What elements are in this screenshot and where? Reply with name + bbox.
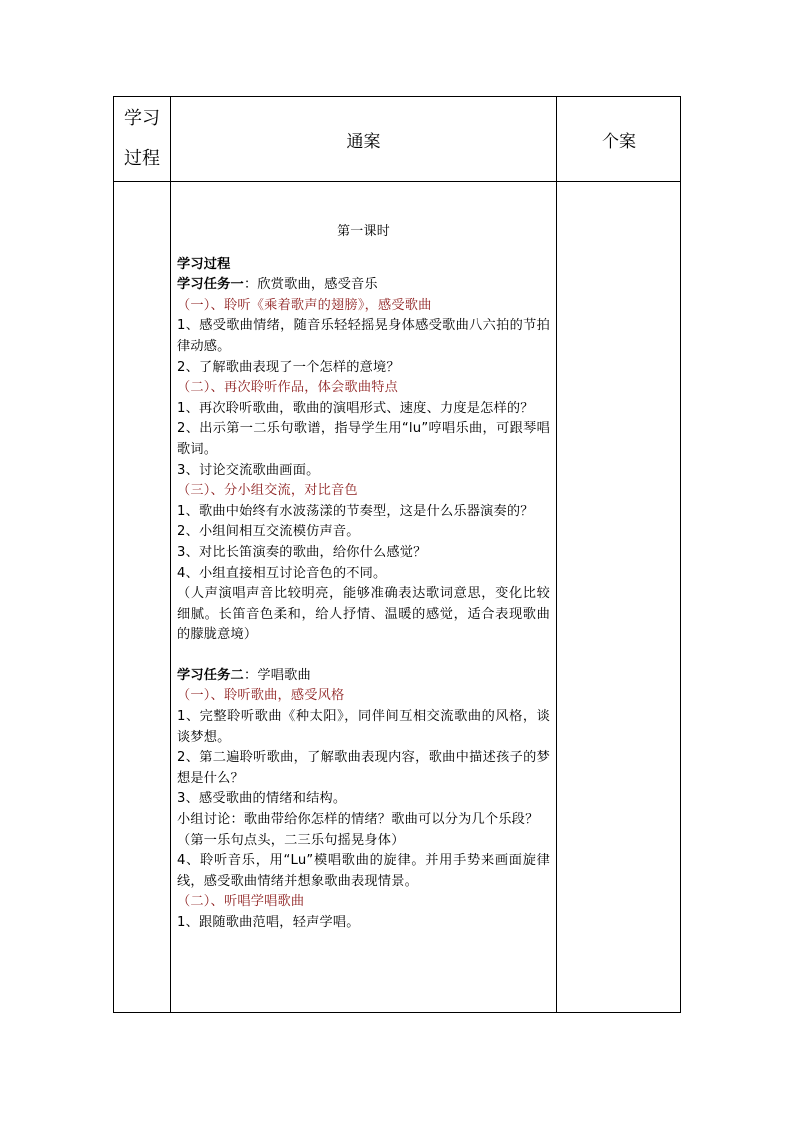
list-item: 4、聆听音乐，用“Lu”模唱歌曲的旋律。并用手势来画面旋律线，感受歌曲情绪并想象歌曲表现情景。 [177,853,550,889]
list-item: （第一乐句点头，二三乐句摇晃身体） [177,832,405,848]
header-learning-process-line1: 学习 [124,108,160,129]
column-divider-2 [556,97,557,1012]
header-individual-plan: 个案 [602,131,636,152]
list-item: 4、小组直接相互讨论音色的不同。 [177,565,387,581]
list-item: 3、感受歌曲的情绪和结构。 [177,791,347,807]
section-heading: 学习过程 [177,256,231,272]
task2-sub1-heading: （一）、聆听歌曲，感受风格 [177,688,345,704]
task2-label: 学习任务二 [177,667,244,683]
header-learning-process [114,97,170,181]
task2-title: ：学唱歌曲 [243,667,311,683]
task1-title: ：欣赏歌曲，感受音乐 [243,277,378,293]
list-item: 1、再次聆听歌曲，歌曲的演唱形式、速度、力度是怎样的？ [177,400,534,416]
list-item: 1、感受歌曲情绪，随音乐轻轻摇晃身体感受歌曲八六拍的节拍律动感。 [177,318,550,354]
task1-sub3-heading: （三）、分小组交流，对比音色 [177,483,358,499]
lesson-plan-table [113,96,681,1013]
task1-heading [177,275,550,296]
lesson-title: 第一课时 [337,224,390,239]
list-item: （人声演唱声音比较明亮，能够准确表达歌词意思，变化比较细腻。长笛音色柔和，给人抒情、温暖的感觉，适合表现歌曲的朦胧意境） [177,586,550,643]
header-learning-process-line2: 过程 [124,148,160,169]
list-item: 2、了解歌曲表现了一个怎样的意境？ [177,359,400,375]
list-item: 1、完整聆听歌曲《种太阳》，同伴间互相交流歌曲的风格，谈谈梦想。 [177,709,550,745]
task1-sub2-heading: （二）、再次聆听作品，体会歌曲特点 [177,380,398,396]
spacer [177,646,550,666]
list-item: 3、对比长笛演奏的歌曲，给你什么感觉？ [177,544,427,560]
task2-sub2-heading: （二）、听唱学唱歌曲 [177,894,305,910]
list-item: 2、小组间相互交流模仿声音。 [177,524,360,540]
list-item: 小组讨论：歌曲带给你怎样的情绪？歌曲可以分为几个乐段？ [177,812,539,828]
header-general-plan: 通案 [346,131,381,152]
task2-heading [177,666,550,687]
task1-sub1-heading: （一）、聆听《乘着歌声的翅膀》，感受歌曲 [177,297,432,313]
list-item: 2、出示第一二乐句歌谱，指导学生用“lu”哼唱乐曲，可跟琴唱歌词。 [177,421,550,457]
general-plan-content [177,182,550,934]
list-item: 2、第二遍聆听歌曲，了解歌曲表现内容，歌曲中描述孩子的梦想是什么？ [177,750,550,786]
task1-label: 学习任务一 [177,277,244,293]
list-item: 3、讨论交流歌曲画面。 [177,462,320,478]
list-item: 1、跟随歌曲范唱，轻声学唱。 [177,915,360,930]
column-divider-1 [170,97,171,1012]
list-item: 1、歌曲中始终有水波荡漾的节奏型，这是什么乐器演奏的？ [177,503,534,519]
